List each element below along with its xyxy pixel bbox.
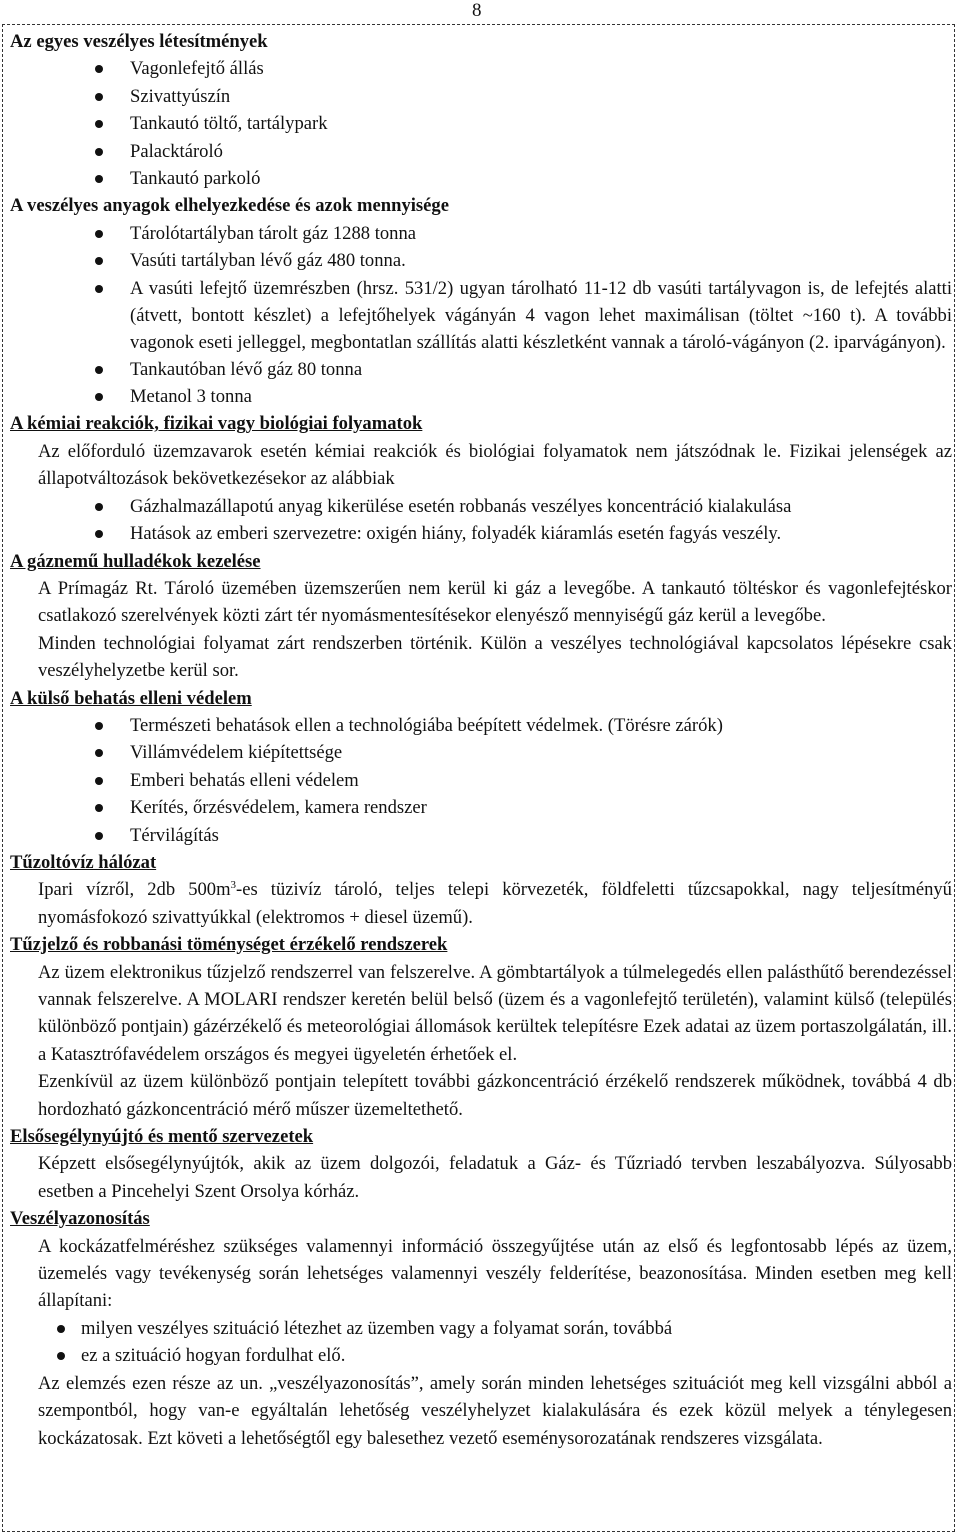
list-item: ez a szituáció hogyan fordulhat elő.: [10, 1342, 952, 1369]
heading-gaseous-waste: A gáznemű hulladékok kezelése: [10, 550, 261, 572]
list-item: Tankautó parkoló: [10, 165, 952, 192]
page-number: 8: [472, 0, 482, 21]
heading-first-aid: Elsősegélynyújtó és mentő szervezetek: [10, 1126, 314, 1148]
list-item: A vasúti lefejtő üzemrészben (hrsz. 531/2) ugyan tárolható 11-12 db vasúti tartályvagon is, de lefejtés alatti (átvett, bontott készlet) a lefejtőhelyek vágányán 4 vagon lehet maximálisan (töltet ~160 t). A további vagonok eseti jelleggel, megbontatlan szállítás alatti készletként vannak a tároló-vágányon (2. iparvágányon).: [10, 275, 952, 356]
heading-hazard-identification: Veszélyazonosítás: [10, 1208, 150, 1230]
paragraph-hazard-identification-2: Az elemzés ezen része az un. „veszélyazonosítás”, amely során minden lehetséges szituációt meg kell vizsgálni abból a szempontból, hogy van-e egyáltalán lehetőség veszélyhelyzet kialakulására és ezek közül melyek a ténylegesen kockázatosak. Ezt követi a lehetőségtől egy balesethez vezető eseménysorozatának rendszeres vizsgálata.: [38, 1372, 952, 1449]
list-item: Tárolótartályban tárolt gáz 1288 tonna: [10, 220, 952, 247]
paragraph-fire-water-network: [10, 876, 952, 931]
superscript-cubic: 3: [230, 879, 237, 892]
document-body: [10, 28, 952, 1452]
list-item: Szivattyúszín: [10, 83, 952, 110]
paragraph-fire-detection-2: Ezenkívül az üzem különböző pontjain telepített további gázkoncentráció érzékelő rendszerek működnek, továbbá 4 db hordozható gázkoncentráció mérő műszer üzemeltethető.: [38, 1071, 952, 1120]
heading-hazardous-materials: A veszélyes anyagok elhelyezkedése és azok mennyisége: [10, 195, 449, 217]
heading-chemical-reactions: A kémiai reakciók, fizikai vagy biológiai folyamatok: [10, 413, 423, 435]
list-item: Hatások az emberi szervezetre: oxigén hiány, folyadék kiáramlás esetén fagyás veszély.: [10, 520, 952, 547]
list-hazardous-facilities: [10, 55, 952, 192]
fire-water-text-a: Ipari vízről, 2db 500m: [38, 879, 231, 901]
paragraph-gaseous-waste-2: Minden technológiai folyamat zárt rendszerben történik. Külön a veszélyes technológiával kapcsolatos lépésekre csak veszélyhelyzetbe kerül sor.: [38, 632, 952, 682]
list-item: Természeti behatások ellen a technológiába beépített védelmek. (Törésre zárók): [10, 712, 952, 739]
list-hazardous-materials: [10, 220, 952, 411]
paragraph-fire-detection-1: Az üzem elektronikus tűzjelző rendszerrel van felszerelve. A gömbtartályok a túlmelegedés ellen palásthűtő berendezéssel vannak felszerelve. A MOLARI rendszer keretén belül belső (üzem és a vagonlefejtő területén), valamint külső (település különböző pontjain) gázérzékelő és meteorológiai állomások kerültek telepítésre Ezek adatai az üzem portaszolgálatán, ill. a Katasztrófavédelem országos és megyei ügyeletén érhetőek el.: [38, 961, 952, 1065]
heading-hazardous-facilities: Az egyes veszélyes létesítmények: [10, 31, 268, 52]
list-item: Metanol 3 tonna: [10, 383, 952, 410]
list-item: Tankautó töltő, tartálypark: [10, 110, 952, 137]
list-item: Gázhalmazállapotú anyag kikerülése esetén robbanás veszélyes koncentráció kialakulása: [10, 493, 952, 520]
paragraph-gaseous-waste-1: A Prímagáz Rt. Tároló üzemében üzemszerűen nem kerül ki gáz a levegőbe. A tankautó töltéskor és vagonlefejtéskor csatlakozó szerelvények közti zárt tér nyomásmentesítésekor elenyésző mennyiségű gáz kerül a levegőbe.: [38, 577, 952, 627]
list-item: Tankautóban lévő gáz 80 tonna: [10, 356, 952, 383]
list-physical-phenomena: [10, 493, 952, 548]
heading-external-protection: A külső behatás elleni védelem: [10, 687, 252, 709]
list-hazard-identification: [10, 1315, 952, 1370]
list-item: Térvilágítás: [10, 822, 952, 849]
paragraph-hazard-identification-1: A kockázatfelméréshez szükséges valamennyi információ összegyűjtése után az első és legfontosabb lépés az üzem, üzemelés vagy tevékenység során lehetséges valamennyi veszély felderítése, beazonosítása. Minden esetben meg kell állapítani:: [38, 1235, 952, 1312]
list-item: Palacktároló: [10, 138, 952, 165]
heading-fire-detection: Tűzjelző és robbanási töménységet érzékelő rendszerek: [10, 934, 448, 956]
paragraph-chemical-reactions: Az előforduló üzemzavarok esetén kémiai reakciók és biológiai folyamatok nem játszódnak le. Fizikai jelenségek az állapotváltozások bekövetkezésekor az alábbiak: [38, 440, 952, 490]
list-external-protection: [10, 712, 952, 849]
paragraph-first-aid: Képzett elsősegélynyújtók, akik az üzem dolgozói, feladatuk a Gáz- és Tűzriadó tervben leszabályozva. Súlyosabb esetben a Pincehelyi Szent Orsolya kórház.: [38, 1153, 952, 1202]
list-item: Emberi behatás elleni védelem: [10, 767, 952, 794]
list-item: Vasúti tartályban lévő gáz 480 tonna.: [10, 247, 952, 274]
fire-water-text-b: -es tüzivíz tároló, teljes telepi körvezeték, földfeletti tűzcsapokkal, nagy teljesítményű nyomásfokozó szivattyúkkal (elektromos + diesel üzemű).: [38, 879, 952, 928]
list-item: Vagonlefejtő állás: [10, 55, 952, 82]
heading-fire-water-network: Tűzoltóvíz hálózat: [10, 851, 157, 873]
list-item: Kerítés, őrzésvédelem, kamera rendszer: [10, 794, 952, 821]
list-item: Villámvédelem kiépítettsége: [10, 739, 952, 766]
list-item: milyen veszélyes szituáció létezhet az üzemben vagy a folyamat során, továbbá: [10, 1315, 952, 1342]
